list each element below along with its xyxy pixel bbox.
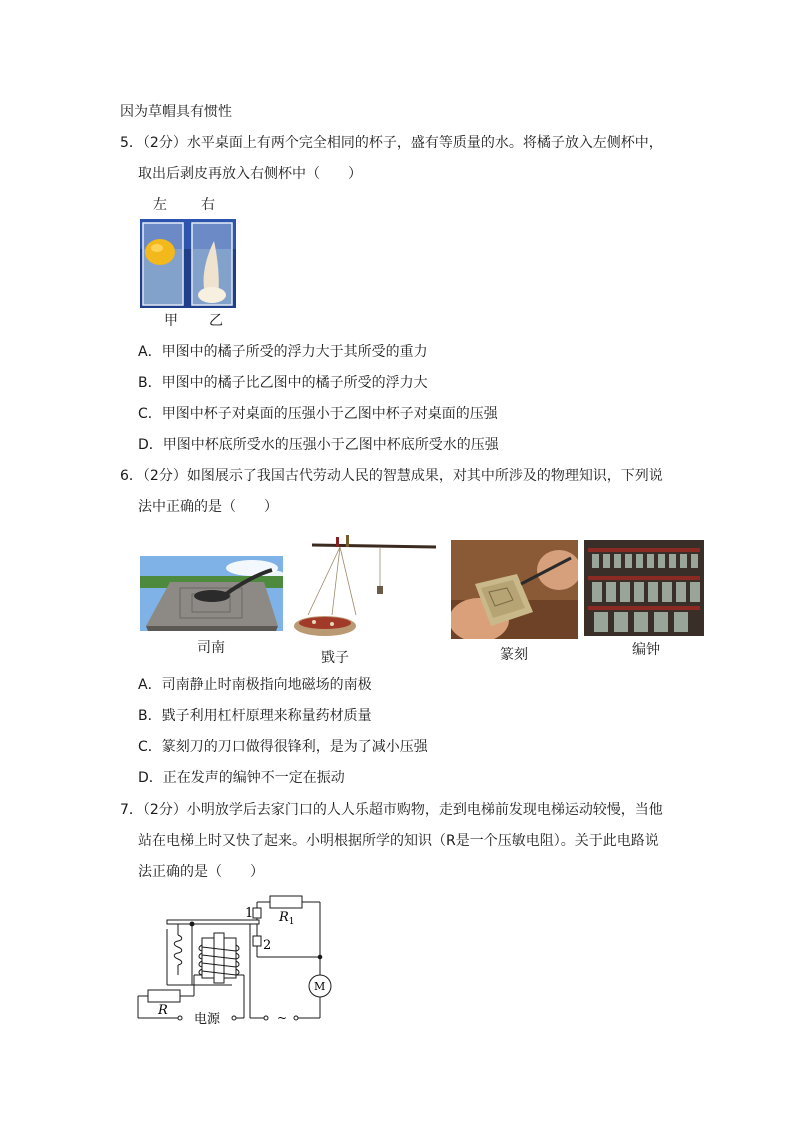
motor-label: M [314,980,326,993]
caption-bianzhong: 编钟 [632,642,660,658]
zhuanke-photo [451,540,578,639]
r1-subscript: 1 [288,917,295,927]
q7-stem-line2: 站在电梯上时又快了起来。小明根据所学的知识（R是一个压敏电阻）。关于此电路说 [138,833,659,849]
r-label: R [158,1003,168,1018]
ac-label: ~ [277,1011,288,1025]
caption-dengzi: 戥子 [321,650,349,666]
q7-stem-line3: 法正确的是（ ） [138,864,264,880]
contact-2-label: 2 [263,938,272,953]
r1-label [278,910,295,927]
bianzhong-photo [584,540,704,636]
circuit-svg [130,893,340,1028]
power-label: 电源 [194,1012,221,1027]
caption-zhuanke: 篆刻 [500,647,528,663]
q6-option-c: C．篆刻刀的刀口做得很锋利，是为了减小压强 [138,739,428,755]
q5-label-jia: 甲 [164,313,178,329]
caption-sinan: 司南 [197,640,225,656]
q5-cups-photo [140,219,236,308]
q5-label-left: 左 [153,197,167,213]
q5-stem-line2: 取出后剥皮再放入右侧杯中（ ） [138,166,362,182]
r1-letter: R [279,910,289,925]
q5-option-d: D．甲图中杯底所受水的压强小于乙图中杯底所受水的压强 [138,437,499,453]
dengzi-photo [292,529,438,641]
q5-option-c: C．甲图中杯子对桌面的压强小于乙图中杯子对桌面的压强 [138,406,498,422]
q6-option-b: B．戥子利用杠杆原理来称量药材质量 [138,708,372,724]
q7-circuit-diagram [130,893,340,1028]
q6-option-d: D．正在发声的编钟不一定在振动 [138,770,345,786]
q6-stem-line1: 6．（2分）如图展示了我国古代劳动人民的智慧成果，对其中所涉及的物理知识，下列说 [120,468,663,484]
q5-option-b: B．甲图中的橘子比乙图中的橘子所受的浮力大 [138,375,428,391]
q5-label-right: 右 [201,197,215,213]
q6-option-a: A．司南静止时南极指向地磁场的南极 [138,677,372,693]
q5-option-a: A．甲图中的橘子所受的浮力大于其所受的重力 [138,344,428,360]
lead-text: 因为草帽具有惯性 [120,104,232,120]
sinan-photo [140,556,283,631]
q6-stem-line2: 法中正确的是（ ） [138,499,278,515]
contact-1-label: 1 [245,906,254,921]
q5-label-yi: 乙 [209,313,223,329]
q5-stem-line1: 5．（2分）水平桌面上有两个完全相同的杯子，盛有等质量的水。将橘子放入左侧杯中， [120,135,663,151]
q7-stem-line1: 7．（2分）小明放学后去家门口的人人乐超市购物，走到电梯前发现电梯运动较慢，当他 [120,802,663,818]
